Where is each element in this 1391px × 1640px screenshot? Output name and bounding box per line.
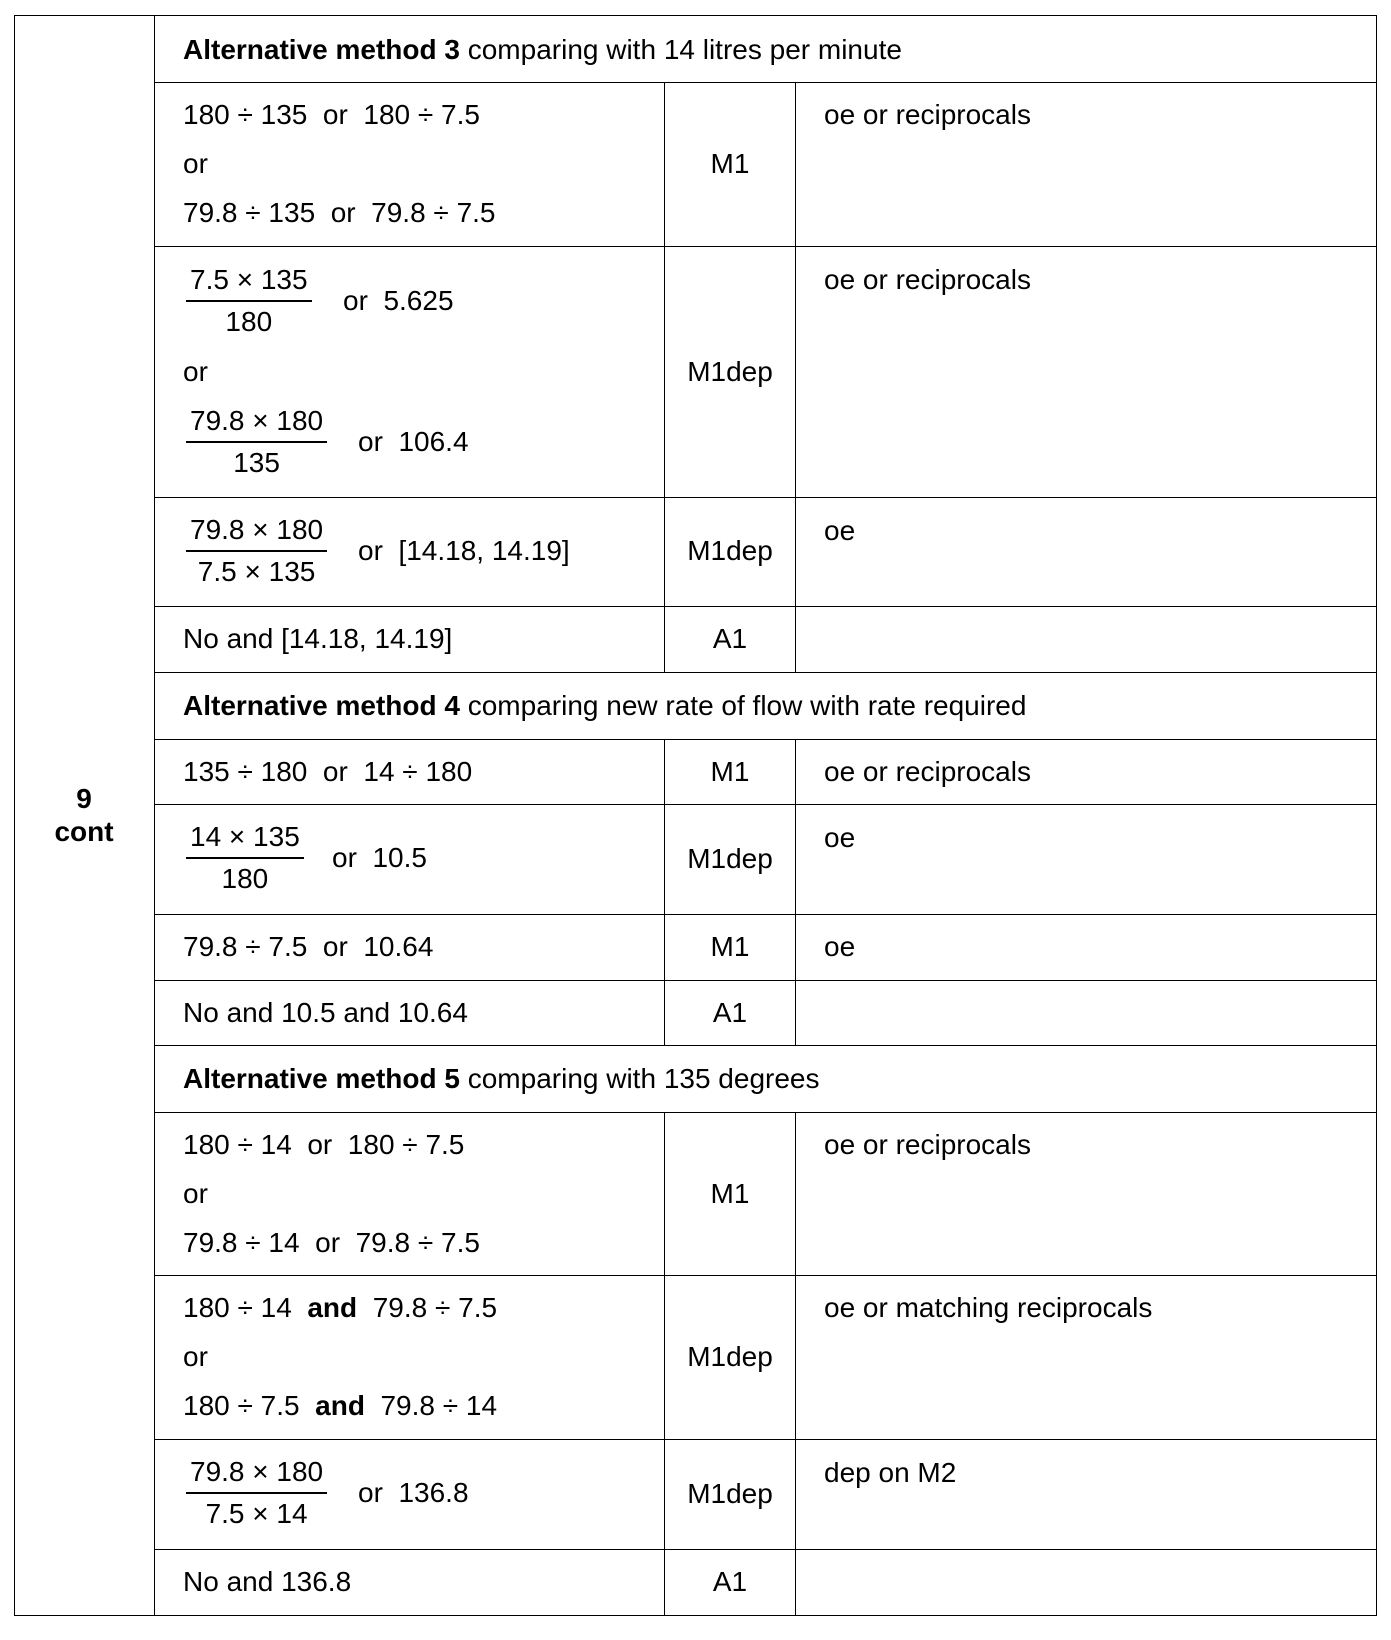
alt3-r3-mark: M1dep [687,535,773,566]
fraction-numerator: 79.8 × 180 [186,1456,327,1494]
alt5-r3-or: or 136.8 [358,1477,469,1508]
alt3-heading-bold: Alternative method 3 [183,34,460,65]
alt5-r1-line2: or [183,1178,208,1209]
alt3-r3-fraction [186,514,327,588]
alt4-r2-mark: M1dep [687,843,773,874]
alt5-r3-comment: dep on M2 [824,1457,957,1488]
alt4-r2-comment: oe [824,822,856,853]
fraction-numerator: 14 × 135 [186,821,304,859]
alt5-r1-mark: M1 [710,1178,750,1209]
alt4-r1-text: 135 ÷ 180 or 14 ÷ 180 [183,756,473,787]
row-divider [154,1439,1376,1440]
alt3-r2-fraction1 [186,264,312,338]
alt3-heading-rest: comparing with 14 litres per minute [459,34,902,65]
row-divider [154,1045,1376,1046]
alt3-r2-mark: M1dep [687,356,773,387]
alt5-heading-bold: Alternative method 5 [183,1063,460,1094]
alt5-r2-line1-left: 180 ÷ 14 [183,1292,292,1323]
question-number-value: 9 [76,783,92,814]
table-border-right [1376,15,1377,1616]
alt4-r4-mark: A1 [712,997,748,1028]
fraction-numerator: 79.8 × 180 [186,405,327,443]
alt5-r2-line3-left: 180 ÷ 7.5 [183,1390,300,1421]
question-number [14,782,154,848]
alt4-r2-fraction [186,821,304,895]
alt4-r3-text: 79.8 ÷ 7.5 or 10.64 [183,931,434,962]
question-column-divider [154,15,155,1616]
alt4-r2-or: or 10.5 [332,842,427,873]
alt5-heading [183,1063,820,1095]
row-divider [154,1275,1376,1276]
fraction-denominator: 135 [233,447,280,478]
row-divider [154,497,1376,498]
fraction-denominator: 7.5 × 135 [197,556,316,587]
alt5-r2-line3-right: 79.8 ÷ 14 [380,1390,498,1421]
alt4-heading-bold: Alternative method 4 [183,690,460,721]
alt5-r1-line3: 79.8 ÷ 14 or 79.8 ÷ 7.5 [183,1227,480,1258]
alt3-heading [183,34,902,66]
row-divider [154,914,1376,915]
fraction-denominator: 180 [221,863,269,894]
alt4-r1-mark: M1 [710,756,750,787]
alt4-heading [183,690,1026,722]
alt3-r2-fraction2 [186,405,327,479]
row-divider [154,1549,1376,1550]
row-divider [154,82,1376,83]
alt3-r2-or: or [183,356,208,387]
alt5-r4-text: No and 136.8 [183,1566,352,1597]
alt5-r3-fraction [186,1456,327,1530]
alt3-r2-fraction1-or: or 5.625 [343,285,454,316]
row-divider [154,246,1376,247]
alt5-r2-line1 [183,1292,497,1324]
row-divider [154,1112,1376,1113]
table-border-top [14,15,1376,16]
alt5-r2-line3 [183,1390,497,1422]
fraction-denominator: 180 [225,306,273,337]
alt5-r2-comment: oe or matching reciprocals [824,1292,1153,1323]
alt3-r2-comment: oe or reciprocals [824,264,1031,295]
alt3-r1-line3: 79.8 ÷ 135 or 79.8 ÷ 7.5 [183,197,496,228]
alt3-r2-fraction2-or: or 106.4 [358,426,469,457]
alt5-r3-mark: M1dep [687,1478,773,1509]
alt5-r4-mark: A1 [712,1566,748,1597]
alt3-r1-line2: or [183,148,208,179]
alt5-r2-line2: or [183,1341,208,1372]
fraction-numerator: 79.8 × 180 [186,514,327,552]
alt5-r2-line1-right: 79.8 ÷ 7.5 [372,1292,498,1323]
alt3-r1-comment: oe or reciprocals [824,99,1031,130]
question-cont-label: cont [54,816,114,847]
row-divider [154,606,1376,607]
alt5-r2-mark: M1dep [687,1341,773,1372]
alt3-r1-mark: M1 [710,148,750,179]
alt5-r1-comment: oe or reciprocals [824,1129,1031,1160]
alt4-r3-mark: M1 [710,931,750,962]
alt3-r3-comment: oe [824,515,856,546]
fraction-denominator: 7.5 × 14 [205,1498,308,1529]
alt3-r4-text: No and [14.18, 14.19] [183,623,453,654]
row-divider [154,804,1376,805]
alt4-r4-text: No and 10.5 and 10.64 [183,997,468,1028]
and-label: and [307,1292,358,1323]
alt3-r3-or: or [14.18, 14.19] [358,535,570,566]
alt4-r1-comment: oe or reciprocals [824,756,1031,787]
alt5-heading-rest: comparing with 135 degrees [459,1063,820,1094]
row-divider [154,980,1376,981]
table-border-bottom [14,1615,1376,1616]
alt4-r3-comment: oe [824,931,856,962]
alt3-r4-mark: A1 [712,623,748,654]
fraction-numerator: 7.5 × 135 [186,264,312,302]
alt5-r1-line1: 180 ÷ 14 or 180 ÷ 7.5 [183,1129,465,1160]
row-divider [154,672,1376,673]
row-divider [154,739,1376,740]
and-label: and [315,1390,365,1421]
alt4-heading-rest: comparing new rate of flow with rate required [459,690,1027,721]
alt3-r1-line1: 180 ÷ 135 or 180 ÷ 7.5 [183,99,480,130]
